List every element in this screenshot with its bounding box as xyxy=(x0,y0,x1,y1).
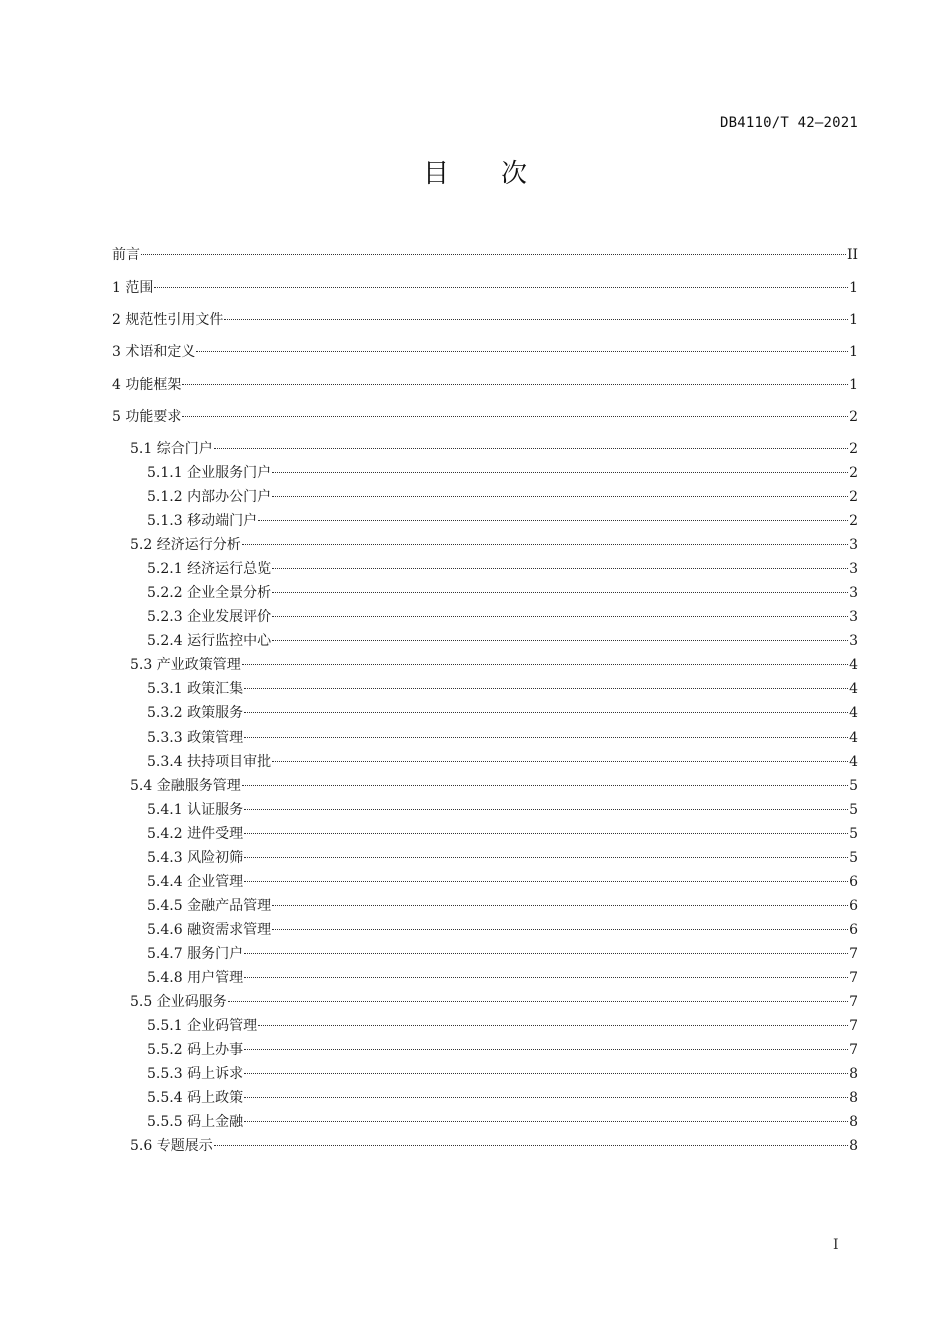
toc-entry[interactable] xyxy=(112,846,858,870)
toc-entry-title: 5.4.4 企业管理 xyxy=(147,873,244,890)
toc-entry-title: 5.2.4 运行监控中心 xyxy=(147,633,272,650)
toc-entry-page: 4 xyxy=(849,729,858,746)
toc-dot-leader xyxy=(244,1073,848,1074)
toc-entry-page: 6 xyxy=(849,897,858,914)
toc-entry-title: 5.5 企业码服务 xyxy=(130,994,227,1011)
toc-entry-title: 5.4 金融服务管理 xyxy=(130,777,241,794)
document-code: DB4110/T 42—2021 xyxy=(719,115,858,131)
toc-entry-title: 5.4.3 风险初筛 xyxy=(147,849,244,866)
toc-entry-title: 5.1.1 企业服务门户 xyxy=(147,464,272,481)
toc-entry-title: 5 功能要求 xyxy=(112,408,182,425)
toc-entry[interactable] xyxy=(112,942,858,966)
toc-entry-title: 3 术语和定义 xyxy=(112,344,196,361)
toc-dot-leader xyxy=(272,592,848,593)
toc-entry-page: 2 xyxy=(849,408,858,425)
toc-dot-leader xyxy=(196,351,848,352)
toc-entry[interactable] xyxy=(112,1086,858,1110)
toc-entry[interactable] xyxy=(112,581,858,605)
toc-entry[interactable] xyxy=(112,461,858,485)
toc-entry[interactable] xyxy=(112,894,858,918)
toc-dot-leader xyxy=(244,953,848,954)
toc-entry-title: 5.4.1 认证服务 xyxy=(147,801,244,818)
toc-entry-page: 7 xyxy=(849,945,858,962)
toc-entry[interactable] xyxy=(112,653,858,677)
toc-entry-title: 5.4.8 用户管理 xyxy=(147,969,244,986)
toc-dot-leader xyxy=(272,496,848,497)
toc-entry[interactable] xyxy=(112,557,858,581)
toc-entry-page: 1 xyxy=(849,344,858,361)
toc-entry[interactable] xyxy=(112,405,858,437)
toc-dot-leader xyxy=(244,977,848,978)
toc-entry-page: 1 xyxy=(849,312,858,329)
toc-entry-title: 5.4.5 金融产品管理 xyxy=(147,897,272,914)
toc-dot-leader xyxy=(244,833,848,834)
toc-entry[interactable] xyxy=(112,726,858,750)
toc-entry-page: 6 xyxy=(849,873,858,890)
toc-entry-page: 2 xyxy=(849,489,858,506)
toc-entry[interactable] xyxy=(112,533,858,557)
toc-entry-page: 7 xyxy=(849,1018,858,1035)
toc-entry-page: 1 xyxy=(849,280,858,296)
toc-entry-title: 5.1.2 内部办公门户 xyxy=(147,489,272,506)
toc-entry-page: 8 xyxy=(849,1114,858,1131)
toc-entry[interactable] xyxy=(112,701,858,725)
toc-dot-leader xyxy=(242,544,848,545)
toc-entry-title: 5.1 综合门户 xyxy=(130,440,213,457)
toc-entry-page: 2 xyxy=(849,464,858,481)
toc-entry[interactable] xyxy=(112,308,858,340)
toc-entry-page: 6 xyxy=(849,921,858,938)
page-number: I xyxy=(833,1237,839,1253)
toc-dot-leader xyxy=(272,568,848,569)
toc-entry-title: 5.4.6 融资需求管理 xyxy=(147,921,272,938)
toc-entry-title: 5.2.3 企业发展评价 xyxy=(147,609,272,626)
toc-entry-title: 5.5.3 码上诉求 xyxy=(147,1066,244,1083)
toc-entry-title: 5.2.1 经济运行总览 xyxy=(147,561,272,578)
table-of-contents xyxy=(112,243,858,1158)
toc-dot-leader xyxy=(244,737,848,738)
toc-entry-title: 5.3.2 政策服务 xyxy=(147,705,244,722)
toc-entry[interactable] xyxy=(112,629,858,653)
toc-entry[interactable] xyxy=(112,750,858,774)
toc-entry-page: 3 xyxy=(849,633,858,650)
toc-entry-page: 4 xyxy=(849,681,858,698)
toc-entry[interactable] xyxy=(112,822,858,846)
toc-dot-leader xyxy=(258,1025,848,1026)
toc-entry[interactable] xyxy=(112,677,858,701)
toc-entry-page: 8 xyxy=(849,1090,858,1107)
toc-dot-leader xyxy=(244,809,848,810)
toc-dot-leader xyxy=(242,785,848,786)
toc-entry-title: 5.5.5 码上金融 xyxy=(147,1114,244,1131)
toc-dot-leader xyxy=(272,472,848,473)
toc-entry[interactable] xyxy=(112,1134,858,1158)
toc-entry-page: 4 xyxy=(849,657,858,674)
toc-dot-leader xyxy=(244,1049,848,1050)
toc-dot-leader xyxy=(154,287,848,288)
toc-dot-leader xyxy=(244,688,848,689)
toc-entry[interactable] xyxy=(112,276,858,308)
toc-entry[interactable] xyxy=(112,485,858,509)
toc-entry[interactable] xyxy=(112,243,858,276)
toc-dot-leader xyxy=(272,761,848,762)
toc-entry[interactable] xyxy=(112,340,858,372)
toc-entry-page: 3 xyxy=(849,609,858,626)
toc-entry[interactable] xyxy=(112,1062,858,1086)
toc-entry-page: 7 xyxy=(849,1042,858,1059)
toc-entry-page: 1 xyxy=(849,376,858,393)
toc-entry-title: 5.6 专题展示 xyxy=(130,1138,213,1155)
toc-entry-page: 5 xyxy=(849,777,858,794)
toc-entry-title: 5.5.4 码上政策 xyxy=(147,1090,244,1107)
toc-dot-leader xyxy=(242,664,848,665)
toc-dot-leader xyxy=(214,448,848,449)
toc-entry-title: 5.1.3 移动端门户 xyxy=(147,513,258,530)
page-title: 目次 xyxy=(422,159,579,189)
toc-entry[interactable] xyxy=(112,373,858,405)
toc-entry-title: 2 规范性引用文件 xyxy=(112,312,224,329)
toc-dot-leader xyxy=(244,1121,848,1122)
toc-entry-title: 5.3.1 政策汇集 xyxy=(147,681,244,698)
toc-entry-title: 前言 xyxy=(112,247,140,263)
toc-entry[interactable] xyxy=(112,966,858,990)
toc-dot-leader xyxy=(272,905,848,906)
toc-entry[interactable] xyxy=(112,1110,858,1134)
toc-entry-page: 8 xyxy=(849,1066,858,1083)
toc-dot-leader xyxy=(182,384,848,385)
toc-entry-title: 5.4.7 服务门户 xyxy=(147,945,244,962)
toc-entry[interactable] xyxy=(112,509,858,533)
toc-entry[interactable] xyxy=(112,1038,858,1062)
toc-entry-page: 5 xyxy=(849,801,858,818)
toc-entry-page: 4 xyxy=(849,705,858,722)
toc-entry-page: 3 xyxy=(849,585,858,602)
toc-entry-page: 4 xyxy=(849,753,858,770)
toc-entry[interactable] xyxy=(112,798,858,822)
toc-dot-leader xyxy=(272,640,848,641)
toc-entry-title: 1 范围 xyxy=(112,280,154,296)
toc-dot-leader xyxy=(244,712,848,713)
toc-entry-page: 7 xyxy=(849,994,858,1011)
toc-dot-leader xyxy=(244,1097,848,1098)
toc-entry-page: 5 xyxy=(849,849,858,866)
toc-dot-leader xyxy=(182,416,848,417)
toc-entry-page: II xyxy=(846,247,858,263)
toc-dot-leader xyxy=(258,520,848,521)
toc-entry[interactable] xyxy=(112,918,858,942)
toc-dot-leader xyxy=(228,1001,848,1002)
toc-entry-title: 5.5.2 码上办事 xyxy=(147,1042,244,1059)
toc-entry-page: 3 xyxy=(849,537,858,554)
toc-dot-leader xyxy=(224,319,848,320)
toc-entry[interactable] xyxy=(112,774,858,798)
toc-dot-leader xyxy=(244,881,848,882)
toc-entry-page: 7 xyxy=(849,969,858,986)
toc-entry-title: 5.4.2 进件受理 xyxy=(147,825,244,842)
toc-entry[interactable] xyxy=(112,870,858,894)
toc-entry-title: 5.5.1 企业码管理 xyxy=(147,1018,258,1035)
toc-dot-leader xyxy=(272,616,848,617)
toc-dot-leader xyxy=(214,1145,848,1146)
toc-entry[interactable] xyxy=(112,605,858,629)
toc-entry-page: 5 xyxy=(849,825,858,842)
toc-dot-leader xyxy=(272,929,848,930)
toc-dot-leader xyxy=(244,857,848,858)
toc-entry-title: 5.3.3 政策管理 xyxy=(147,729,244,746)
toc-entry-title: 5.3.4 扶持项目审批 xyxy=(147,753,272,770)
toc-entry[interactable] xyxy=(112,437,858,461)
toc-entry-page: 3 xyxy=(849,561,858,578)
toc-entry[interactable] xyxy=(112,990,858,1014)
toc-dot-leader xyxy=(141,254,846,255)
toc-entry-page: 2 xyxy=(849,440,858,457)
toc-entry[interactable] xyxy=(112,1014,858,1038)
toc-entry-title: 5.2 经济运行分析 xyxy=(130,537,241,554)
toc-entry-title: 5.2.2 企业全景分析 xyxy=(147,585,272,602)
toc-entry-title: 5.3 产业政策管理 xyxy=(130,657,241,674)
toc-entry-title: 4 功能框架 xyxy=(112,376,182,393)
toc-entry-page: 2 xyxy=(849,513,858,530)
toc-entry-page: 8 xyxy=(849,1138,858,1155)
